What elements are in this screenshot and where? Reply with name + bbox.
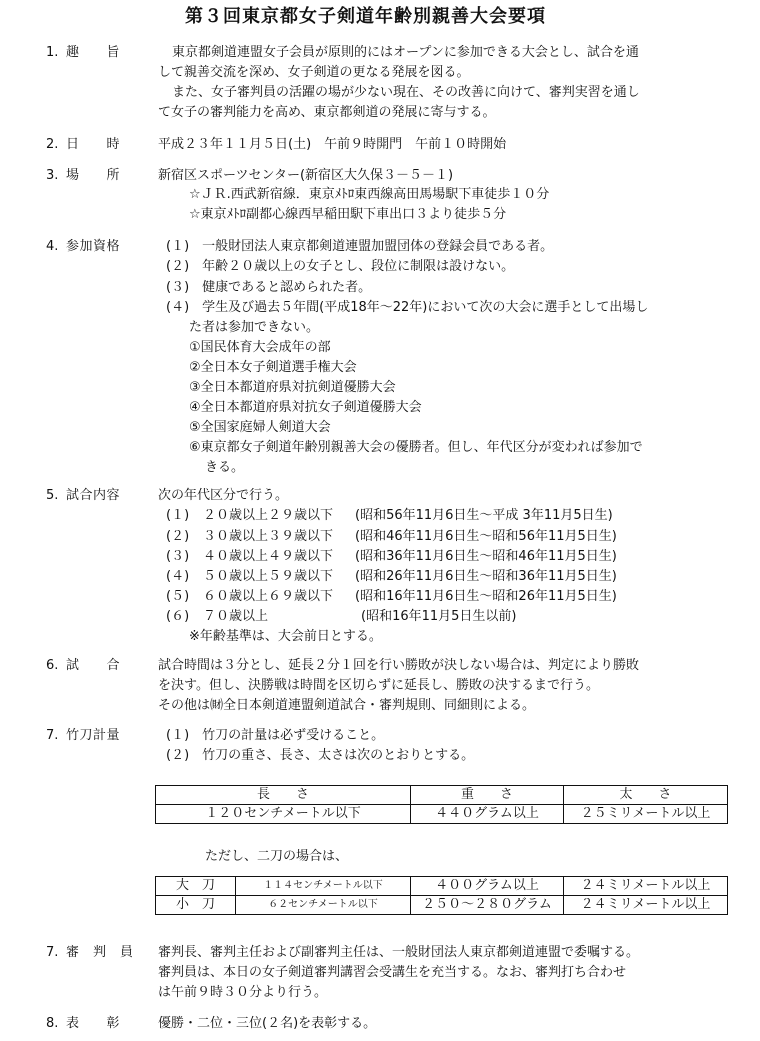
division-range: (昭和26年11月6日生～昭和36年11月5日生) bbox=[355, 569, 617, 584]
section-1-line: て女子の審判能力を高め、東京都剣道の発展に寄与する。 bbox=[158, 105, 496, 120]
section-4-number: 4. bbox=[46, 239, 59, 254]
excluded-event: ③全日本都道府県対抗剣道優勝大会 bbox=[189, 380, 396, 395]
match-rule-line: 試合時間は３分とし、延長２分１回を行い勝敗が決しない場合は、判定により勝敗 bbox=[158, 658, 640, 673]
table-cell: ２４ミリメートル以上 bbox=[564, 896, 728, 915]
table-cell: １２０センチメートル以下 bbox=[156, 805, 411, 824]
excluded-event: ④全日本都道府県対抗女子剣道優勝大会 bbox=[189, 400, 422, 415]
section-7-number: 7. bbox=[46, 728, 59, 743]
table-header-row bbox=[156, 786, 728, 805]
division-range: (昭和46年11月6日生～昭和56年11月5日生) bbox=[355, 529, 617, 544]
division-number: (３) bbox=[166, 549, 190, 564]
shinai-spec-table bbox=[155, 785, 728, 824]
section-9-number: 8. bbox=[46, 1016, 59, 1031]
division-number: (５) bbox=[166, 589, 190, 604]
table-cell: ６２センチメートル以下 bbox=[236, 896, 411, 915]
division-range: (昭和16年11月5日生以前) bbox=[361, 609, 517, 624]
section-3-number: 3. bbox=[46, 168, 59, 183]
venue-name: 新宿区スポーツセンター(新宿区大久保３－５－１) bbox=[158, 168, 454, 183]
excluded-event: ⑤全国家庭婦人剣道大会 bbox=[189, 420, 331, 435]
eligibility-item: た者は参加できない。 bbox=[189, 320, 320, 335]
shinai-item: (２) 竹刀の重さ、長さ、太さは次のとおりとする。 bbox=[166, 748, 475, 763]
table-cell: １１４センチメートル以下 bbox=[236, 877, 411, 896]
division-age: ５０歳以上５９歳以下 bbox=[203, 569, 334, 584]
shinai-item: (１) 竹刀の計量は必ず受けること。 bbox=[166, 728, 385, 743]
column-header: 重 さ bbox=[411, 786, 564, 805]
division-range: (昭和36年11月6日生～昭和46年11月5日生) bbox=[355, 549, 617, 564]
division-age: ６０歳以上６９歳以下 bbox=[203, 589, 334, 604]
division-range: (昭和56年11月6日生～平成 3年11月5日生) bbox=[355, 508, 613, 523]
section-2-number: 2. bbox=[46, 137, 59, 152]
section-3-label: 場 所 bbox=[66, 168, 121, 183]
division-range: (昭和16年11月6日生～昭和26年11月5日生) bbox=[355, 589, 617, 604]
match-rule-line: その他は㈶全日本剣道連盟剣道試合・審判規則、同細則による。 bbox=[158, 698, 536, 713]
section-9-label: 表 彰 bbox=[66, 1016, 121, 1031]
nitou-spec-table bbox=[155, 876, 728, 915]
section-1-line: して親善交流を深め、女子剣道の更なる発展を図る。 bbox=[158, 65, 470, 80]
division-age: ３０歳以上３９歳以下 bbox=[203, 529, 334, 544]
access-line: ☆東京ﾒﾄﾛ副都心線西早稲田駅下車出口３より徒歩５分 bbox=[189, 207, 507, 222]
excluded-event: ②全日本女子剣道選手権大会 bbox=[189, 360, 357, 375]
document-title: 第３回東京都女子剣道年齢別親善大会要項 bbox=[185, 6, 546, 27]
section-4-label: 参加資格 bbox=[66, 239, 121, 254]
section-1-line: また、女子審判員の活躍の場が少ない現在、その改善に向けて、審判実習を通し bbox=[172, 85, 640, 100]
division-number: (６) bbox=[166, 609, 190, 624]
column-header: 太 さ bbox=[564, 786, 728, 805]
eligibility-item: (１) 一般財団法人東京都剣道連盟加盟団体の登録会員である者。 bbox=[166, 239, 554, 254]
section-1-number: 1. bbox=[46, 45, 59, 60]
table-row bbox=[156, 877, 728, 896]
table-cell: ４００グラム以上 bbox=[411, 877, 564, 896]
division-age: ７０歳以上 bbox=[203, 609, 269, 624]
division-number: (２) bbox=[166, 529, 190, 544]
division-number: (１) bbox=[166, 508, 190, 523]
section-8-label: 審 判 員 bbox=[66, 945, 134, 960]
section-1-label: 趣 旨 bbox=[66, 45, 121, 60]
referee-line: は午前９時３０分より行う。 bbox=[158, 985, 328, 1000]
age-basis-note: ※年齢基準は、大会前日とする。 bbox=[189, 629, 382, 644]
table-cell: ２５ミリメートル以上 bbox=[564, 805, 728, 824]
eligibility-item: (４) 学生及び過去５年間(平成18年～22年)において次の大会に選手として出場し bbox=[166, 300, 649, 315]
table-cell: ２５０～２８０グラム bbox=[411, 896, 564, 915]
section-7-label: 竹刀計量 bbox=[66, 728, 121, 743]
division-age: ４０歳以上４９歳以下 bbox=[203, 549, 334, 564]
table-cell: 大 刀 bbox=[156, 877, 236, 896]
section-5-number: 5. bbox=[46, 488, 59, 503]
section-2-text: 平成２３年１１月５日(土) 午前９時開門 午前１０時開始 bbox=[158, 137, 507, 152]
award-text: 優勝・二位・三位(２名)を表彰する。 bbox=[158, 1016, 377, 1031]
excluded-event: ⑥東京都女子剣道年齢別親善大会の優勝者。但し、年代区分が変われば参加で bbox=[189, 440, 643, 455]
section-6-label: 試 合 bbox=[66, 658, 121, 673]
section-1-line: 東京都剣道連盟女子会員が原則的にはオープンに参加できる大会とし、試合を通 bbox=[172, 45, 639, 60]
excluded-event: ①国民体育大会成年の部 bbox=[189, 340, 331, 355]
table-cell: ２４ミリメートル以上 bbox=[564, 877, 728, 896]
nitou-note: ただし、二刀の場合は、 bbox=[205, 849, 349, 864]
eligibility-item: (３) 健康であると認められた者。 bbox=[166, 280, 372, 295]
section-6-number: 6. bbox=[46, 658, 59, 673]
table-row bbox=[156, 805, 728, 824]
column-header: 長 さ bbox=[156, 786, 411, 805]
section-2-label: 日 時 bbox=[66, 137, 121, 152]
division-age: ２０歳以上２９歳以下 bbox=[203, 508, 334, 523]
division-number: (４) bbox=[166, 569, 190, 584]
section-8-number: 7. bbox=[46, 945, 59, 960]
divisions-intro: 次の年代区分で行う。 bbox=[158, 488, 289, 503]
excluded-event: きる。 bbox=[205, 460, 245, 475]
table-cell: ４４０グラム以上 bbox=[411, 805, 564, 824]
referee-line: 審判員は、本日の女子剣道審判講習会受講生を充当する。なお、審判打ち合わせ bbox=[158, 965, 627, 980]
section-5-label: 試合内容 bbox=[66, 488, 121, 503]
eligibility-item: (２) 年齢２０歳以上の女子とし、段位に制限は設けない。 bbox=[166, 259, 515, 274]
access-line: ☆ＪＲ.西武新宿線．東京ﾒﾄﾛ東西線高田馬場駅下車徒歩１０分 bbox=[189, 187, 550, 202]
table-cell: 小 刀 bbox=[156, 896, 236, 915]
table-row bbox=[156, 896, 728, 915]
match-rule-line: を決す。但し、決勝戦は時間を区切らずに延長し、勝敗の決するまで行う。 bbox=[158, 678, 599, 693]
referee-line: 審判長、審判主任および副審判主任は、一般財団法人東京都剣道連盟で委嘱する。 bbox=[158, 945, 640, 960]
